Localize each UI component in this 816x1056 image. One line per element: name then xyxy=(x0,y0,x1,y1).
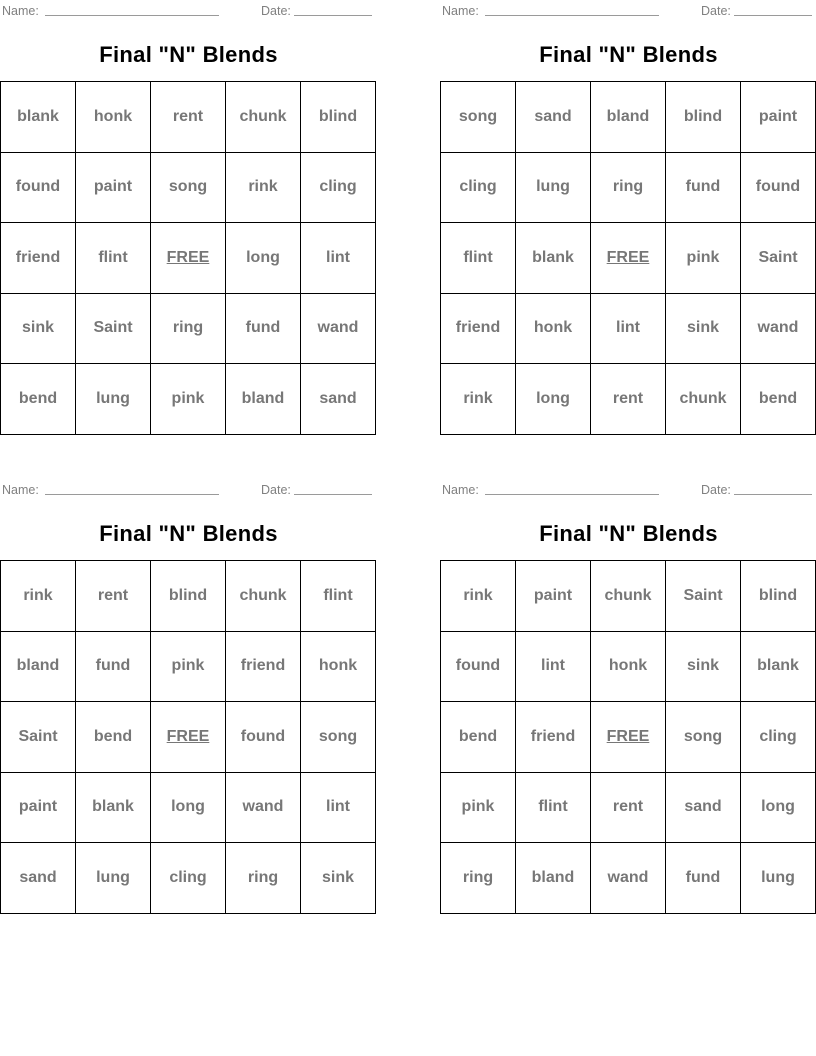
bingo-cell: long xyxy=(226,223,301,294)
bingo-cell: chunk xyxy=(666,364,741,435)
bingo-cell: rent xyxy=(76,561,151,632)
bingo-cell: blank xyxy=(76,772,151,843)
card-title: Final "N" Blends xyxy=(99,521,278,546)
bingo-row xyxy=(441,631,816,702)
date-blank-line xyxy=(734,15,812,16)
bingo-cell: long xyxy=(516,364,591,435)
bingo-cell: lung xyxy=(76,843,151,914)
bingo-cell: blind xyxy=(151,561,226,632)
date-blank-line xyxy=(294,494,372,495)
bingo-cell: wand xyxy=(741,293,816,364)
bingo-cell: bland xyxy=(226,364,301,435)
bingo-row xyxy=(1,293,376,364)
free-cell: FREE xyxy=(151,223,226,294)
bingo-grid xyxy=(440,81,816,435)
bingo-cell: chunk xyxy=(591,561,666,632)
bingo-cell: honk xyxy=(76,82,151,153)
bingo-row xyxy=(1,772,376,843)
name-blank-line xyxy=(45,15,219,16)
bingo-cell: found xyxy=(226,702,301,773)
card-header xyxy=(440,4,816,22)
name-label: Name: xyxy=(2,4,39,18)
bingo-cell: lung xyxy=(741,843,816,914)
bingo-cell: wand xyxy=(591,843,666,914)
bingo-cell: honk xyxy=(516,293,591,364)
bingo-grid xyxy=(0,81,376,435)
bingo-cell: wand xyxy=(226,772,301,843)
free-cell: FREE xyxy=(591,702,666,773)
bingo-row xyxy=(1,223,376,294)
name-label: Name: xyxy=(442,483,479,497)
bingo-cell: lint xyxy=(301,223,376,294)
bingo-cell: pink xyxy=(441,772,516,843)
bingo-grid xyxy=(440,560,816,914)
card-title: Final "N" Blends xyxy=(539,521,718,546)
bingo-cell: friend xyxy=(1,223,76,294)
bingo-cell: pink xyxy=(666,223,741,294)
bingo-row xyxy=(441,152,816,223)
bingo-cell: long xyxy=(741,772,816,843)
bingo-cell: chunk xyxy=(226,82,301,153)
card-title: Final "N" Blends xyxy=(539,42,718,67)
bingo-cell: ring xyxy=(441,843,516,914)
card-title: Final "N" Blends xyxy=(99,42,278,67)
bingo-cell: fund xyxy=(76,631,151,702)
bingo-cell: pink xyxy=(151,631,226,702)
name-blank-line xyxy=(45,494,219,495)
bingo-cell: fund xyxy=(666,152,741,223)
bingo-cell: lint xyxy=(301,772,376,843)
bingo-cell: sand xyxy=(516,82,591,153)
bingo-cell: Saint xyxy=(1,702,76,773)
bingo-cell: lint xyxy=(516,631,591,702)
bingo-cell: bend xyxy=(76,702,151,773)
bingo-cell: lint xyxy=(591,293,666,364)
bingo-cell: cling xyxy=(301,152,376,223)
bingo-cell: lung xyxy=(516,152,591,223)
bingo-cell: found xyxy=(1,152,76,223)
bingo-cell: rink xyxy=(1,561,76,632)
bingo-cell: fund xyxy=(666,843,741,914)
bingo-cell: bland xyxy=(591,82,666,153)
bingo-cell: lung xyxy=(76,364,151,435)
bingo-cell: blank xyxy=(516,223,591,294)
date-label: Date: xyxy=(261,483,291,497)
bingo-cell: sink xyxy=(301,843,376,914)
free-cell: FREE xyxy=(151,702,226,773)
bingo-card xyxy=(0,0,378,438)
bingo-cell: paint xyxy=(1,772,76,843)
bingo-cell: flint xyxy=(441,223,516,294)
bingo-row xyxy=(1,561,376,632)
bingo-cell: bend xyxy=(1,364,76,435)
bingo-cell: flint xyxy=(76,223,151,294)
bingo-cell: bland xyxy=(1,631,76,702)
bingo-cell: ring xyxy=(226,843,301,914)
bingo-cell: paint xyxy=(76,152,151,223)
name-label: Name: xyxy=(2,483,39,497)
bingo-cell: bend xyxy=(441,702,516,773)
bingo-cell: fund xyxy=(226,293,301,364)
bingo-row xyxy=(1,82,376,153)
bingo-cell: long xyxy=(151,772,226,843)
bingo-cell: friend xyxy=(441,293,516,364)
bingo-cell: rent xyxy=(591,364,666,435)
bingo-cell: sand xyxy=(666,772,741,843)
bingo-row xyxy=(441,364,816,435)
bingo-cell: song xyxy=(441,82,516,153)
bingo-cell: rink xyxy=(441,364,516,435)
date-label: Date: xyxy=(701,4,731,18)
date-blank-line xyxy=(734,494,812,495)
bingo-cell: found xyxy=(741,152,816,223)
bingo-cell: ring xyxy=(591,152,666,223)
bingo-cell: found xyxy=(441,631,516,702)
bingo-cell: pink xyxy=(151,364,226,435)
bingo-cell: blank xyxy=(741,631,816,702)
bingo-cell: honk xyxy=(301,631,376,702)
bingo-cell: sand xyxy=(1,843,76,914)
bingo-cell: blind xyxy=(666,82,741,153)
bingo-row xyxy=(1,631,376,702)
bingo-cell: bend xyxy=(741,364,816,435)
bingo-row xyxy=(441,561,816,632)
bingo-cell: Saint xyxy=(666,561,741,632)
bingo-row xyxy=(441,82,816,153)
bingo-cell: sink xyxy=(666,293,741,364)
bingo-cell: Saint xyxy=(76,293,151,364)
name-label: Name: xyxy=(442,4,479,18)
date-label: Date: xyxy=(261,4,291,18)
bingo-row xyxy=(441,293,816,364)
bingo-cell: chunk xyxy=(226,561,301,632)
bingo-cell: wand xyxy=(301,293,376,364)
date-label: Date: xyxy=(701,483,731,497)
bingo-cell: song xyxy=(301,702,376,773)
date-blank-line xyxy=(294,15,372,16)
bingo-cell: rink xyxy=(226,152,301,223)
bingo-row xyxy=(441,843,816,914)
card-header xyxy=(0,4,378,22)
free-cell: FREE xyxy=(591,223,666,294)
bingo-cell: blank xyxy=(1,82,76,153)
bingo-cell: rink xyxy=(441,561,516,632)
bingo-card xyxy=(440,479,816,917)
bingo-cell: sink xyxy=(666,631,741,702)
bingo-row xyxy=(441,223,816,294)
card-header xyxy=(440,483,816,501)
name-blank-line xyxy=(485,494,659,495)
name-blank-line xyxy=(485,15,659,16)
bingo-cell: cling xyxy=(151,843,226,914)
bingo-cell: blind xyxy=(301,82,376,153)
bingo-cell: cling xyxy=(441,152,516,223)
bingo-row xyxy=(1,702,376,773)
bingo-cell: paint xyxy=(741,82,816,153)
bingo-row xyxy=(1,843,376,914)
bingo-row xyxy=(441,772,816,843)
bingo-row xyxy=(441,702,816,773)
bingo-cell: friend xyxy=(226,631,301,702)
bingo-cell: song xyxy=(151,152,226,223)
bingo-cell: rent xyxy=(151,82,226,153)
bingo-cell: cling xyxy=(741,702,816,773)
bingo-grid xyxy=(0,560,376,914)
bingo-cell: sand xyxy=(301,364,376,435)
bingo-cell: flint xyxy=(516,772,591,843)
bingo-cell: paint xyxy=(516,561,591,632)
bingo-cell: Saint xyxy=(741,223,816,294)
bingo-row xyxy=(1,364,376,435)
bingo-cell: bland xyxy=(516,843,591,914)
bingo-cell: song xyxy=(666,702,741,773)
bingo-row xyxy=(1,152,376,223)
bingo-cell: friend xyxy=(516,702,591,773)
bingo-cell: ring xyxy=(151,293,226,364)
bingo-cell: rent xyxy=(591,772,666,843)
bingo-card xyxy=(0,479,378,917)
bingo-cell: honk xyxy=(591,631,666,702)
card-header xyxy=(0,483,378,501)
bingo-cell: flint xyxy=(301,561,376,632)
bingo-card xyxy=(440,0,816,438)
bingo-cell: blind xyxy=(741,561,816,632)
bingo-cell: sink xyxy=(1,293,76,364)
